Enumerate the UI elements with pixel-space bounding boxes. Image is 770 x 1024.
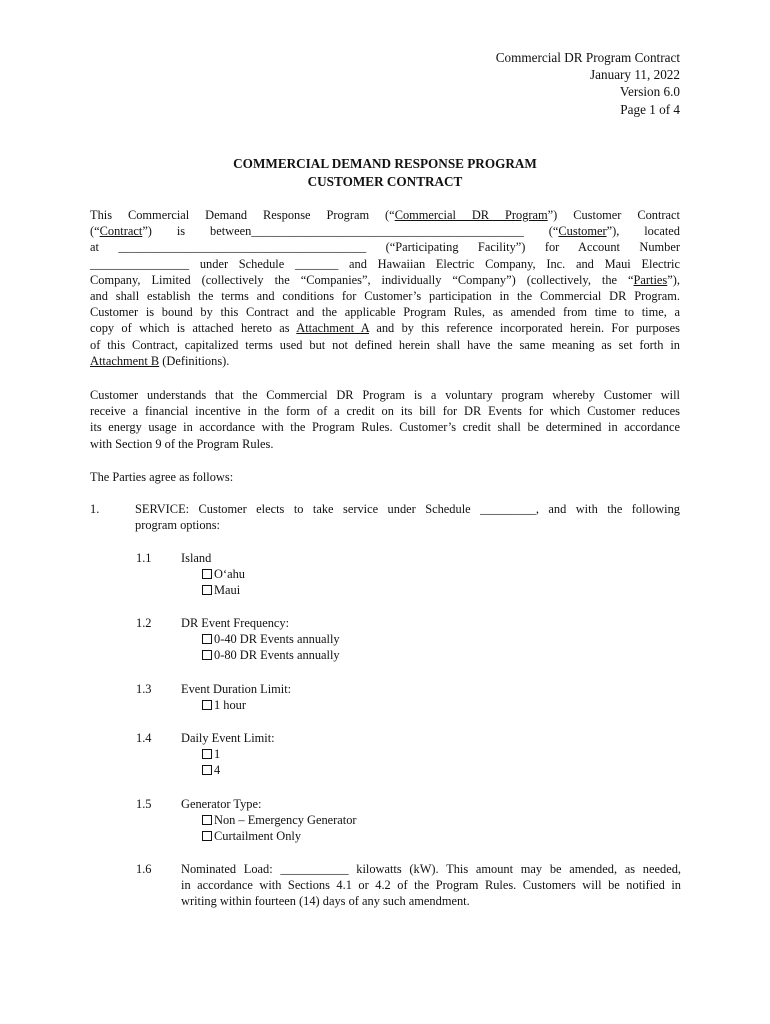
option-label: Curtailment Only	[214, 829, 302, 844]
text-run: ”), located	[606, 224, 680, 239]
checkbox-icon[interactable]	[202, 569, 212, 579]
defined-term: Commercial DR Program	[394, 208, 548, 222]
subsection-line: writing within fourteen (14) days of any such amendment.	[181, 894, 470, 909]
header-date: January 11, 2022	[590, 67, 680, 83]
paragraph-line: receive a financial incentive in the form of a credit on its bill for DR Events for which Customer reduces	[90, 404, 680, 419]
header-page-number: Page 1 of 4	[620, 101, 680, 117]
subsection-line: Nominated Load: ___________ kilowatts (kW). This amount may be amended, as needed,	[181, 862, 681, 876]
text-run: ”) Customer Contract	[547, 208, 681, 222]
checkbox-icon[interactable]	[202, 831, 212, 841]
option-label: O‘ahu	[214, 567, 245, 582]
intro-line: and shall establish the terms and conditions for Customer’s participation in the Commercial DR Program.	[90, 289, 680, 304]
text-run: ”) is between____________________________________________ (“	[142, 224, 559, 239]
text-run: and by this reference incorporated herein. For purposes	[369, 321, 680, 336]
checkbox-icon[interactable]	[202, 650, 212, 660]
attachment-reference: Attachment B	[90, 353, 160, 368]
subsection-label: DR Event Frequency:	[181, 616, 290, 630]
intro-line	[90, 223, 680, 239]
subsection-text	[181, 861, 681, 910]
section-number: 1.	[90, 502, 100, 516]
text-run: Company, Limited (collectively the “Companies”, individually “Company”) (collectively, the “	[90, 272, 634, 287]
defined-term: Customer	[558, 224, 607, 239]
paragraph-line: with Section 9 of the Program Rules.	[90, 436, 274, 451]
checkbox-option-curtailment-only[interactable]	[202, 828, 301, 844]
checkbox-option-0-80-events[interactable]	[202, 647, 340, 663]
section-line: program options:	[135, 518, 221, 533]
checkbox-option-1-hour[interactable]	[202, 697, 246, 713]
intro-line	[90, 353, 680, 369]
checkbox-icon[interactable]	[202, 749, 212, 759]
option-label: 1 hour	[214, 698, 247, 713]
checkbox-option-maui[interactable]	[202, 582, 240, 598]
defined-term: Parties	[633, 272, 668, 287]
paragraph-line: its energy usage in accordance with the Program Rules. Customer’s credit shall be determined in accordance	[90, 420, 680, 435]
intro-line	[90, 272, 680, 288]
checkbox-option-0-40-events[interactable]	[202, 631, 340, 647]
document-title	[90, 155, 680, 190]
program-description-paragraph	[90, 387, 680, 452]
intro-line: at ________________________________________ (“Participating Facility”) for Account Number	[90, 240, 680, 255]
title-line-1: COMMERCIAL DEMAND RESPONSE PROGRAM	[233, 156, 537, 171]
subsection-number: 1.4	[136, 731, 152, 745]
section-line: SERVICE: Customer elects to take service under Schedule _________, and with the following	[135, 502, 680, 516]
option-label: 0-40 DR Events annually	[214, 632, 340, 647]
subsection-number: 1.3	[136, 682, 152, 696]
subsection-label: Island	[181, 551, 212, 565]
section-text	[135, 501, 680, 533]
subsection-label: Daily Event Limit:	[181, 731, 275, 745]
checkbox-option-non-emergency-generator[interactable]	[202, 812, 357, 828]
checkbox-option-1[interactable]	[202, 746, 220, 762]
checkbox-icon[interactable]	[202, 634, 212, 644]
option-label: 4	[214, 763, 221, 778]
subsection-number: 1.2	[136, 616, 152, 630]
intro-line	[90, 320, 680, 336]
checkbox-option-4[interactable]	[202, 762, 220, 778]
subsection-label: Generator Type:	[181, 797, 262, 811]
checkbox-icon[interactable]	[202, 765, 212, 775]
intro-line	[90, 207, 680, 223]
intro-paragraph	[90, 207, 680, 369]
defined-term: Contract	[99, 224, 143, 239]
checkbox-icon[interactable]	[202, 585, 212, 595]
subsection-number: 1.1	[136, 551, 152, 565]
intro-line: Customer is bound by this Contract and the applicable Program Rules, as amended from time to time, a	[90, 305, 680, 320]
text-run: copy of which is attached hereto as	[90, 321, 297, 336]
paragraph-line: The Parties agree as follows:	[90, 470, 234, 484]
option-label: 0-80 DR Events annually	[214, 648, 340, 663]
text-run: (“	[90, 224, 100, 239]
intro-line: ________________ under Schedule _______ and Hawaiian Electric Company, Inc. and Maui Electric	[90, 256, 680, 271]
header-contract-name: Commercial DR Program Contract	[495, 50, 680, 65]
option-label: 1	[214, 747, 221, 762]
checkbox-icon[interactable]	[202, 815, 212, 825]
text-run: This Commercial Demand Response Program (“	[90, 208, 395, 222]
attachment-reference: Attachment A	[296, 321, 370, 336]
option-label: Maui	[214, 583, 241, 598]
paragraph-line: Customer understands that the Commercial DR Program is a voluntary program whereby Customer will	[90, 388, 680, 402]
subsection-label: Event Duration Limit:	[181, 682, 292, 696]
document-header	[496, 49, 680, 118]
title-line-2: CUSTOMER CONTRACT	[307, 173, 463, 189]
subsection-line: in accordance with Sections 4.1 or 4.2 of the Program Rules. Customers will be notified in	[181, 878, 681, 893]
text-run: ”),	[667, 272, 680, 287]
subsection-number: 1.5	[136, 797, 152, 811]
intro-line: of this Contract, capitalized terms used but not defined herein shall have the same meaning as set forth in	[90, 337, 680, 352]
checkbox-icon[interactable]	[202, 700, 212, 710]
option-label: Non – Emergency Generator	[214, 813, 357, 828]
agreement-intro	[90, 469, 680, 485]
header-version: Version 6.0	[619, 84, 680, 100]
checkbox-option-oahu[interactable]	[202, 566, 245, 582]
text-run: (Definitions).	[159, 353, 230, 368]
subsection-number: 1.6	[136, 862, 152, 876]
